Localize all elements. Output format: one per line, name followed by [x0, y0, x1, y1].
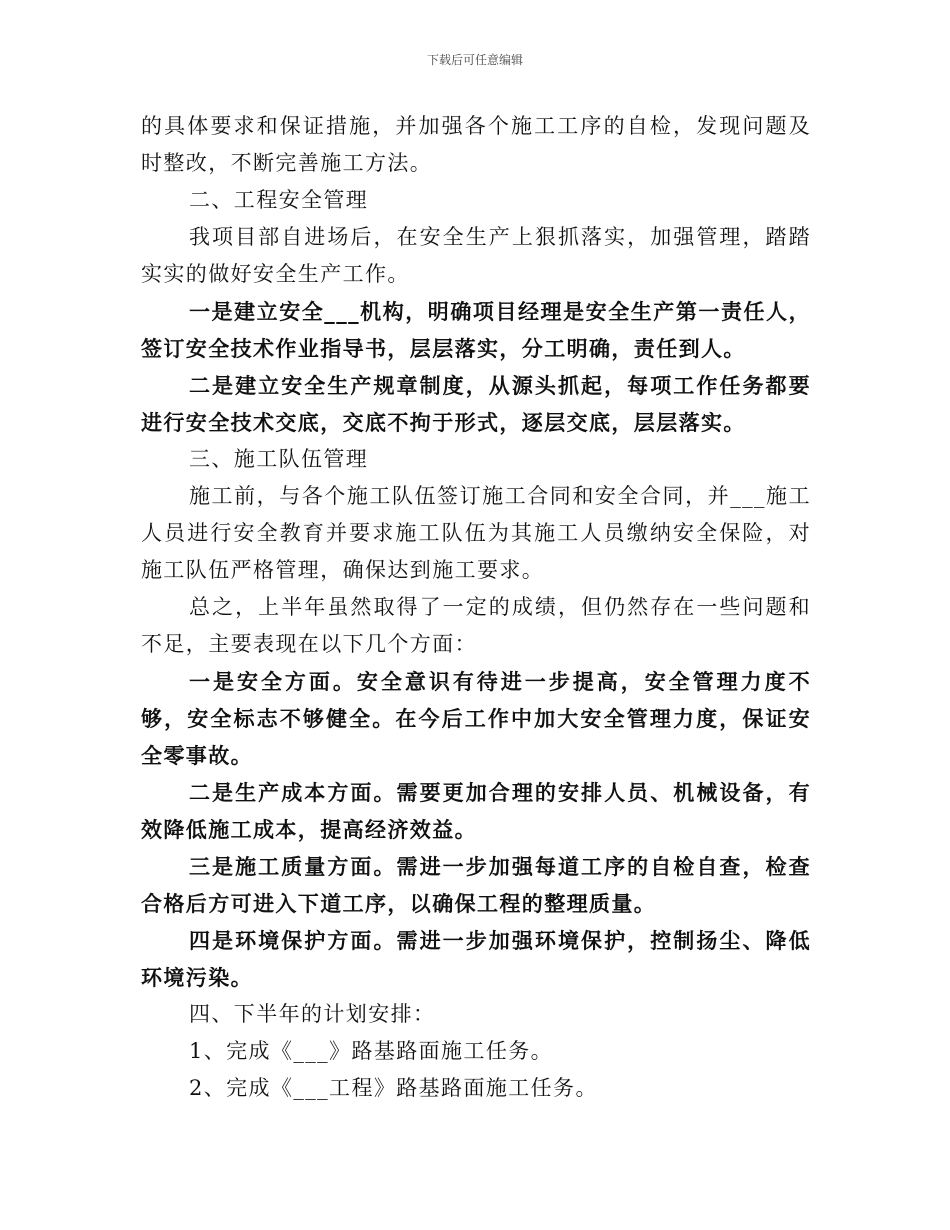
paragraph: 一是安全方面。安全意识有待进一步提高，安全管理力度不够，安全标志不够健全。在今后工作中加大安全管理力度，保证安全零事故。: [141, 669, 811, 768]
paragraph: 施工前，与各个施工队伍签订施工合同和安全合同，并___施工人员进行安全教育并要求施工队伍为其施工人员缴纳安全保险，对施工队伍严格管理，确保达到施工要求。: [141, 484, 811, 582]
section-heading: 三、施工队伍管理: [189, 447, 369, 471]
paragraph: 三是施工质量方面。需进一步加强每道工序的自检自查，检查合格后方可进入下道工序，以确保工程的整理质量。: [141, 854, 811, 916]
list-item: 2、完成《___工程》路基路面施工任务。: [189, 1076, 598, 1100]
list-item: 1、完成《___》路基路面施工任务。: [189, 1039, 554, 1063]
section-heading: 四、下半年的计划安排：: [189, 1002, 436, 1026]
paragraph: 我项目部自进场后，在安全生产上狠抓落实，加强管理，踏踏实实的做好安全生产工作。: [141, 225, 811, 286]
document-body: [141, 108, 811, 1107]
page-header: 下载后可任意编辑: [426, 53, 523, 67]
paragraph: 总之，上半年虽然取得了一定的成绩，但仍然存在一些问题和不足，主要表现在以下几个方面：: [141, 595, 811, 656]
section-heading: 二、工程安全管理: [189, 188, 369, 212]
paragraph: 二是建立安全生产规章制度，从源头抓起，每项工作任务都要进行安全技术交底，交底不拘于形式，逐层交底，层层落实。: [141, 373, 811, 435]
paragraph: 的具体要求和保证措施，并加强各个施工工序的自检，发现问题及时整改，不断完善施工方法。: [141, 114, 811, 175]
paragraph: 一是建立安全___机构，明确项目经理是安全生产第一责任人，签订安全技术作业指导书，层层落实，分工明确，责任到人。: [141, 299, 811, 361]
paragraph: 四是环境保护方面。需进一步加强环境保护，控制扬尘、降低环境污染。: [141, 928, 811, 990]
paragraph: 二是生产成本方面。需要更加合理的安排人员、机械设备，有效降低施工成本，提高经济效益。: [141, 780, 811, 842]
